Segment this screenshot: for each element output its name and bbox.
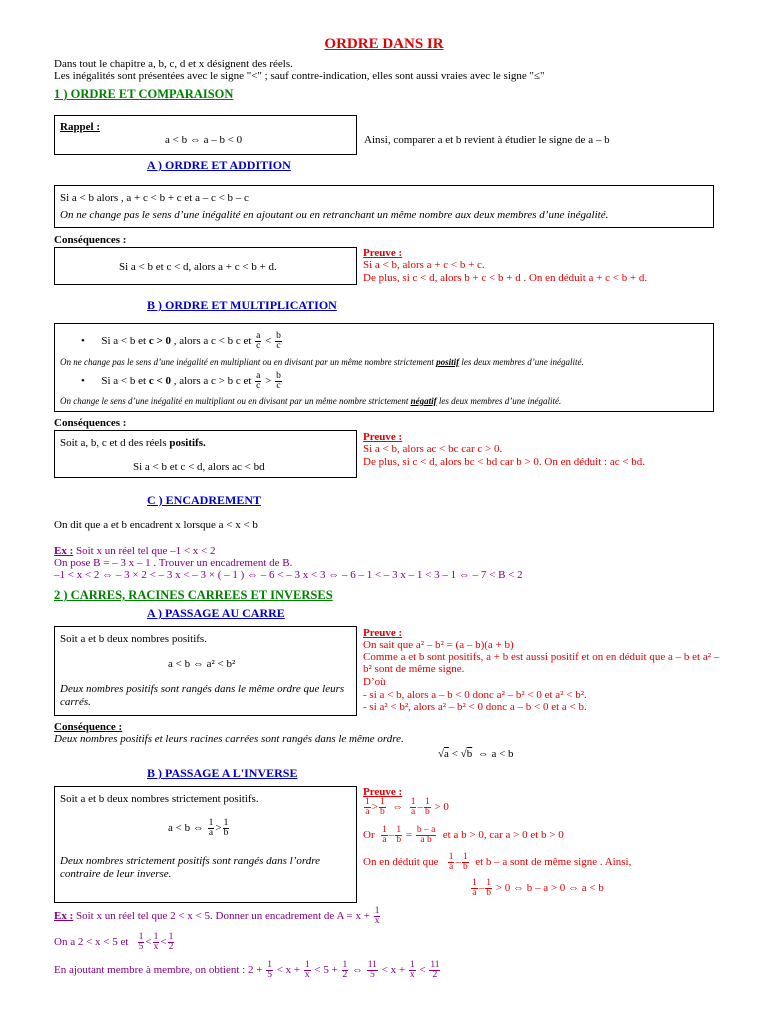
sqrt-icon: √ <box>438 748 445 760</box>
numerator: 1 <box>267 960 272 970</box>
denominator: b <box>379 807 385 817</box>
numerator: b <box>276 371 281 381</box>
fraction <box>153 933 160 952</box>
fraction <box>266 961 273 980</box>
preuve-b-label: Preuve : <box>363 431 403 443</box>
consequences-b-label: Conséquences : <box>54 417 127 429</box>
denominator: 5 <box>138 942 144 952</box>
fraction <box>429 961 440 980</box>
deduce-post-text: et b – a sont de même signe . Ainsi, <box>475 856 632 869</box>
fraction <box>275 372 282 391</box>
preuve-a2-line-4: - si a < b, alors a – b < 0 donc a² – b² < 0 et a² < b². <box>363 689 587 701</box>
denominator: a <box>448 862 454 872</box>
operator: – <box>478 882 485 895</box>
fraction <box>485 879 492 898</box>
numerator: 1 <box>472 878 477 888</box>
operator: – <box>417 801 423 814</box>
rule-2-note <box>60 396 561 406</box>
numerator: 1 <box>365 797 370 807</box>
example-label: Ex : <box>54 910 74 923</box>
numerator: a <box>256 331 261 341</box>
numerator: 1 <box>448 852 454 862</box>
fraction <box>367 961 378 980</box>
fraction <box>255 332 261 351</box>
intro-line-1: Dans tout le chapitre a, b, c, d et x désignent des réels. <box>54 58 293 70</box>
note-keyword: positif <box>436 357 460 367</box>
denominator: b <box>396 835 402 845</box>
denominator: 2 <box>342 970 348 980</box>
fraction <box>168 933 175 952</box>
numerator: 1 <box>223 818 229 828</box>
example-2-line-1 <box>54 907 381 926</box>
example-text: Soit x un réel tel que –1 < x < 2 <box>73 545 216 557</box>
operator: < x + <box>381 964 406 977</box>
denominator: x <box>409 970 415 980</box>
addition-rule-note: On ne change pas le sens d’une inégalité en ajoutant ou en retranchant un même nombre aux deux membres d’une inégalité. <box>60 209 609 221</box>
consequences-a-box <box>54 247 357 285</box>
numerator: 1 <box>342 960 348 970</box>
example-2-line-3 <box>54 961 441 980</box>
denominator: 2 <box>432 970 438 980</box>
cons-text: Soit a, b, c et d des réels <box>60 437 170 449</box>
operator: – <box>388 829 395 842</box>
numerator: 11 <box>430 960 440 970</box>
preuve-a2-label: Preuve : <box>363 627 403 639</box>
fraction <box>374 907 381 926</box>
sqrt-a: a <box>444 748 449 760</box>
operator: < <box>160 936 167 949</box>
encadrement-definition: On dit que a et b encadrent x lorsque a < x < b <box>54 519 258 531</box>
numerator: 1 <box>168 932 174 942</box>
rule-2-text: Si a < b et <box>101 375 149 388</box>
operator: < <box>145 936 152 949</box>
sqrt-formula: √a < √b ⇔ a < b <box>438 748 514 760</box>
fraction <box>381 826 388 845</box>
denominator: c <box>256 341 261 351</box>
preuve-a-line-1: Si a < b, alors a + c < b + c. <box>363 259 485 271</box>
fraction <box>342 961 349 980</box>
rappel-formula: a < b ⇔ a – b < 0 <box>165 134 243 146</box>
fraction <box>416 826 436 845</box>
note-text-post: les deux membres d’une inégalité. <box>459 357 584 367</box>
sqrt-icon: √ <box>460 748 467 760</box>
note-text: On change le sens d’une inégalité en multipliant ou en divisant par un même nombre strictement <box>60 396 411 406</box>
rule-1-text-post: , alors a c < b c et <box>170 335 252 348</box>
numerator: 1 <box>304 960 310 970</box>
numerator: 1 <box>379 797 385 807</box>
formula-pre: a < b ⇔ <box>168 822 204 835</box>
rule-1 <box>81 332 283 351</box>
subsection-c-title: C ) ENCADREMENT <box>147 493 261 507</box>
denominator: a b <box>420 835 432 845</box>
preuve-b2-line-1: $\frac{1}{a}$ > $\frac{1}{b}$ ⇔ $\frac{1}{a}$ – $\frac{1}{b}$ > 0 <box>365 797 449 817</box>
fraction <box>409 961 416 980</box>
fraction <box>395 826 402 845</box>
subsection-b2-title: B ) PASSAGE A L'INVERSE <box>147 766 298 780</box>
fraction <box>223 819 230 838</box>
denominator: x <box>304 970 310 980</box>
denominator: a <box>410 807 416 817</box>
numerator: 1 <box>424 797 430 807</box>
numerator: 1 <box>410 797 416 807</box>
consequences-a-formula: Si a < b et c < d, alors a + c < b + d. <box>119 261 277 273</box>
operator: – <box>455 856 461 869</box>
sqrt-b: b <box>466 748 473 760</box>
consequence-a2-text: Deux nombres positifs et leurs racines carrées sont rangés dans le même ordre. <box>54 733 404 745</box>
consequences-b-box <box>54 430 357 478</box>
operator: > <box>265 375 272 388</box>
denominator: a <box>382 835 387 845</box>
denominator: a <box>208 828 214 838</box>
fraction <box>471 879 478 898</box>
note-keyword: négatif <box>410 396 437 406</box>
subsection-a2-title: A ) PASSAGE AU CARRE <box>147 606 285 620</box>
denominator: c <box>276 381 281 391</box>
fraction <box>410 798 417 817</box>
preuve-a2-line-3: D’où <box>363 676 386 688</box>
operator: < 5 + <box>314 964 338 977</box>
example-text: Soit x un réel tel que 2 < x < 5. Donner un encadrement de A = x + <box>73 910 370 923</box>
denominator: b <box>486 888 491 898</box>
preuve-b2-line-3 <box>363 853 631 872</box>
numerator: 1 <box>153 932 159 942</box>
fraction <box>138 933 145 952</box>
preuve-a2-line-1: On sait que a² – b² = (a – b)(a + b) <box>363 639 514 651</box>
numerator: 1 <box>409 960 415 970</box>
preuve-b2-label: Preuve : <box>363 786 403 798</box>
consequences-b-line-2: Si a < b et c < d, alors ac < bd <box>133 461 265 473</box>
subsection-b-title: B ) ORDRE ET MULTIPLICATION <box>147 298 337 312</box>
numerator: 1 <box>208 818 214 828</box>
preuve-a-label: Preuve : <box>363 247 403 259</box>
operator: > <box>371 801 378 814</box>
page-title: ORDRE DANS IR <box>324 36 444 52</box>
denominator: c <box>256 381 261 391</box>
inverse-box-line-1: Soit a et b deux nombres strictement positifs. <box>60 793 259 805</box>
or-text: Or <box>363 829 375 842</box>
denominator: 5 <box>267 970 272 980</box>
numerator: a <box>256 371 261 381</box>
fraction <box>364 798 371 817</box>
subsection-a-title: A ) ORDRE ET ADDITION <box>147 158 291 172</box>
rule-1-text: Si a < b et <box>101 335 149 348</box>
section-2-title: 2 ) CARRES, RACINES CARREES ET INVERSES <box>54 588 333 602</box>
fraction <box>424 798 431 817</box>
cons-keyword: positifs. <box>169 437 206 449</box>
consequences-a-label: Conséquences : <box>54 234 127 246</box>
preuve-b2-line-4 <box>470 879 604 898</box>
fraction <box>275 332 282 351</box>
square-box-line-1: Soit a et b deux nombres positifs. <box>60 633 207 645</box>
preuve-a2-line-2: Comme a et b sont positifs, a + b est aussi positif et on en déduit que a – b et a² – b² sont de même signe. <box>363 651 720 675</box>
rule-1-note <box>60 357 584 367</box>
rappel-side-text: Ainsi, comparer a et b revient à étudier le signe de a – b <box>364 134 610 146</box>
operator: ⇔ <box>352 964 364 977</box>
inverse-rule-box <box>54 786 357 903</box>
operator: > <box>215 822 222 835</box>
numerator: 1 <box>138 932 144 942</box>
or-post-text: et a b > 0, car a > 0 et b > 0 <box>442 829 564 842</box>
fraction <box>255 372 261 391</box>
rappel-label: Rappel : <box>60 121 101 133</box>
fraction <box>379 798 386 817</box>
intro-line-2: Les inégalités sont présentées avec le signe "<" ; sauf contre-indication, elles sont aussi vraies avec le signe "≤" <box>54 70 545 82</box>
numerator: b <box>276 331 281 341</box>
deduce-text: On en déduit que <box>363 856 439 869</box>
denominator: 5 <box>369 970 375 980</box>
example-2-line-2 <box>54 933 175 952</box>
line-2-text: On a 2 < x < 5 et <box>54 936 129 949</box>
rule-2 <box>81 372 283 391</box>
numerator: 1 <box>486 878 491 888</box>
numerator: 1 <box>462 852 468 862</box>
example-label: Ex : <box>54 545 74 557</box>
square-box-formula: a < b ⇔ a² < b² <box>168 658 236 670</box>
fraction <box>208 819 215 838</box>
denominator: c <box>276 341 281 351</box>
preuve-a-line-2: De plus, si c < d, alors b + c < b + d . On en déduit a + c < b + d. <box>363 272 648 284</box>
rule-1-condition: c > 0 <box>148 335 171 348</box>
line-3-text: En ajoutant membre à membre, on obtient : 2 + <box>54 964 263 977</box>
denominator: b <box>424 807 430 817</box>
example-c-line-1 <box>54 545 216 557</box>
rule-2-text-post: , alors a c > b c et <box>170 375 252 388</box>
consequence-a2-label: Conséquence : <box>54 721 123 733</box>
fraction <box>448 853 455 872</box>
bullet: • <box>81 375 85 388</box>
addition-rule: Si a < b alors , a + c < b + c et a – c < b – c <box>60 192 249 204</box>
preuve-b-line-2: De plus, si c < d, alors bc < bd car b > 0. On en déduit : ac < bd. <box>363 456 646 468</box>
sqrt-formula-post: ⇔ a < b <box>477 748 514 760</box>
square-rule-box <box>54 626 357 716</box>
preuve-b-line-1: Si a < b, alors ac < bc car c > 0. <box>363 443 503 455</box>
denominator: a <box>365 807 370 817</box>
numerator: 1 <box>374 906 380 916</box>
numerator: 1 <box>382 825 387 835</box>
example-c-line-3: –1 < x < 2 ⇔ – 3 × 2 < – 3 x < – 3 × ( – 1 ) ⇔ – 6 < – 3 x < 3 ⇔ – 6 – 1 < – 3 x – 1 < 3 – 1 ⇔ – 7 < B < 2 <box>54 569 523 581</box>
numerator: 11 <box>367 960 377 970</box>
note-text: On ne change pas le sens d’une inégalité en multipliant ou en divisant par un même nombre strictement <box>60 357 437 367</box>
preuve-b2-line-2 <box>363 826 564 845</box>
section-1-title: 1 ) ORDRE ET COMPARAISON <box>54 87 234 101</box>
inverse-box-formula <box>168 819 230 838</box>
inverse-box-note: Deux nombres strictement positifs sont rangés dans l’ordre contraire de leur inverse. <box>60 855 321 880</box>
numerator: 1 <box>396 825 402 835</box>
rappel-box <box>54 115 357 155</box>
final-text: > 0 ⇔ b – a > 0 ⇔ a < b <box>495 882 604 895</box>
preuve-a2-line-5: - si a² < b², alors a² – b² < 0 donc a – b < 0 et a < b. <box>363 701 587 713</box>
gt-zero: > 0 <box>434 801 449 814</box>
operator: = <box>405 829 413 842</box>
denominator: x <box>374 916 380 926</box>
denominator: 2 <box>168 942 174 952</box>
operator: < x + <box>276 964 301 977</box>
consequences-b-line-1 <box>60 437 206 449</box>
operator: < <box>419 964 426 977</box>
addition-rule-box <box>54 185 714 228</box>
numerator: b – a <box>416 825 436 835</box>
note-text-post: les deux membres d’une inégalité. <box>436 396 562 406</box>
fraction <box>462 853 469 872</box>
multiplication-rule-box <box>54 323 714 412</box>
denominator: x <box>153 942 159 952</box>
fraction <box>304 961 311 980</box>
rule-2-condition: c < 0 <box>148 375 171 388</box>
denominator: a <box>472 888 477 898</box>
denominator: b <box>462 862 468 872</box>
denominator: b <box>223 828 229 838</box>
operator: < <box>265 335 272 348</box>
bullet: • <box>81 335 85 348</box>
example-c-line-2: On pose B = – 3 x – 1 . Trouver un encadrement de B. <box>54 557 293 569</box>
square-box-note: Deux nombres positifs sont rangés dans le même ordre que leurs carrés. <box>60 683 345 708</box>
